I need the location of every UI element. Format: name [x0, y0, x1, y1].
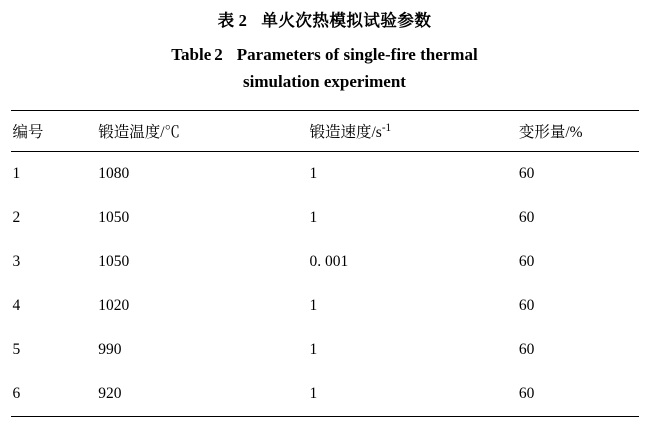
- table-caption-chinese: [10, 0, 639, 34]
- table-row: [11, 284, 639, 328]
- caption-en-number: 2: [214, 44, 223, 64]
- cell-speed: 1: [309, 208, 318, 226]
- table-row: [11, 196, 639, 240]
- cell-temperature: 1080: [98, 164, 130, 182]
- cell-temperature: 990: [98, 340, 122, 358]
- table-caption-english: [10, 34, 639, 69]
- cell-id: 5: [12, 340, 21, 358]
- table-body: [11, 151, 639, 417]
- cell-id: 2: [12, 208, 21, 226]
- cell-speed: 0. 001: [309, 252, 349, 270]
- caption-en-label: Table: [171, 44, 212, 64]
- cell-id: 3: [12, 252, 21, 270]
- bottom-rule-cell: [11, 416, 639, 417]
- table-header: [11, 110, 639, 151]
- cell-temperature: 1050: [98, 252, 130, 270]
- caption-en-title-line2-wrap: [10, 68, 639, 96]
- caption-cn-number: 2: [238, 11, 248, 30]
- cell-speed: 1: [309, 164, 318, 182]
- column-header-id: 编号: [12, 123, 44, 141]
- caption-cn-title: 单火次热模拟试验参数: [261, 11, 432, 30]
- table-row: [11, 240, 639, 284]
- cell-deformation: 60: [518, 340, 535, 358]
- column-header-speed-exponent: -1: [381, 121, 392, 134]
- cell-speed: 1: [309, 384, 318, 402]
- column-header-temperature: 锻造温度/℃: [98, 123, 181, 141]
- cell-id: 4: [12, 296, 21, 314]
- parameters-table: [11, 110, 639, 417]
- cell-temperature: 920: [98, 384, 122, 402]
- cell-temperature: 1050: [98, 208, 130, 226]
- column-header-speed: [310, 110, 519, 151]
- column-header-speed-text: 锻造速度/s: [309, 123, 382, 141]
- table-header-row: [11, 110, 639, 151]
- table-row: [11, 372, 639, 417]
- column-header-deformation: 变形量/%: [518, 123, 583, 141]
- table-bottom-rule: [11, 416, 639, 417]
- cell-deformation: 60: [518, 164, 535, 182]
- caption-en-title-line2: simulation experiment: [243, 72, 406, 92]
- cell-temperature: 1020: [98, 296, 130, 314]
- cell-id: 6: [12, 384, 21, 402]
- cell-deformation: 60: [518, 296, 535, 314]
- cell-deformation: 60: [518, 384, 535, 402]
- caption-en-title-line1: Parameters of single-fire thermal: [236, 44, 478, 64]
- cell-speed: 1: [309, 296, 318, 314]
- table-row: [11, 328, 639, 372]
- cell-deformation: 60: [518, 208, 535, 226]
- cell-deformation: 60: [518, 252, 535, 270]
- cell-id: 1: [12, 164, 21, 182]
- table-row: [11, 151, 639, 196]
- cell-speed: 1: [309, 340, 318, 358]
- caption-cn-label: 表: [217, 11, 235, 30]
